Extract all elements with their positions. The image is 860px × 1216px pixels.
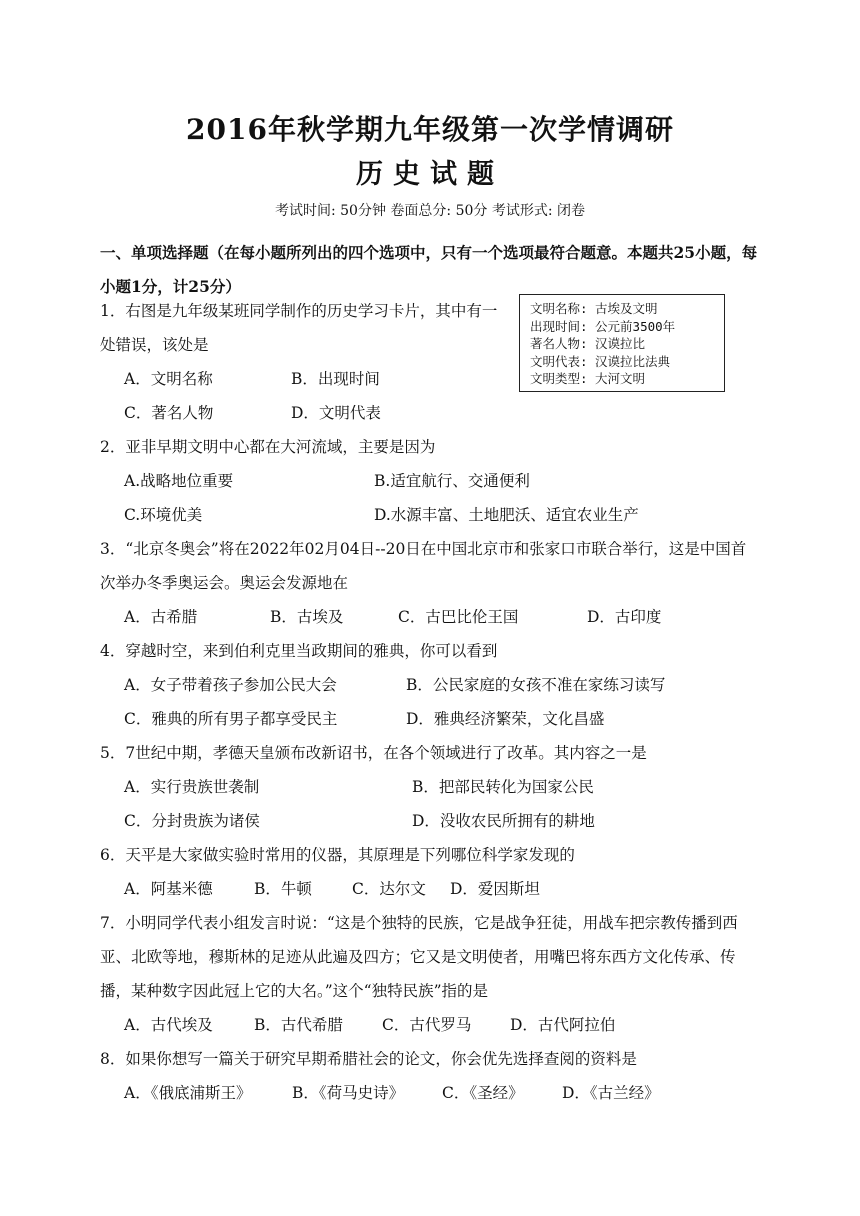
exam-subject: 历史试题	[356, 159, 504, 190]
section-heading: 一、单项选择题（在每小题所列出的四个选项中，只有一个选项最符合题意。本题共25小题，每小题1分，计25分）	[100, 243, 758, 296]
option-c: C．《圣经》	[442, 1084, 524, 1102]
option-c: C．达尔文	[352, 880, 426, 898]
option-c: C．古代罗马	[382, 1016, 472, 1034]
question-6-options	[124, 872, 764, 906]
exam-info: 考试时间: 50分钟 卷面总分: 50分 考试形式: 闭卷	[274, 203, 586, 219]
option-b: B．公民家庭的女孩不准在家练习读写	[406, 676, 666, 694]
question-5-options-row-2	[124, 804, 764, 838]
question-2-stem: 2．亚非早期文明中心都在大河流域，主要是因为	[100, 438, 436, 456]
question-1-stem: 1．右图是九年级某班同学制作的历史学习卡片，其中有一处错误，该处是	[100, 302, 498, 354]
question-1-options-row-1	[124, 362, 764, 396]
option-b: B．古代希腊	[254, 1016, 343, 1034]
card-line-type: 文明类型: 大河文明	[530, 371, 646, 386]
option-c: C．分封贵族为诸侯	[124, 812, 260, 830]
option-b: B．牛顿	[254, 880, 312, 898]
option-a: A．古代埃及	[124, 1016, 213, 1034]
option-a: A．阿基米德	[124, 880, 213, 898]
question-8-options	[124, 1076, 764, 1110]
option-a: A.战略地位重要	[124, 472, 234, 490]
option-d: D．文明代表	[291, 404, 381, 422]
option-d: D．没收农民所拥有的耕地	[412, 812, 595, 830]
exam-title: 2016年秋学期九年级第一次学情调研	[186, 113, 674, 146]
question-2-options-row-1	[124, 464, 764, 498]
question-7-stem: 7．小明同学代表小组发言时说：“这是个独特的民族，它是战争狂徒，用战车把宗教传播到西亚、北欧等地，穆斯林的足迹从此遍及四方；它又是文明使者，用嘴巴将东西方文化传承、传播，某种数字因此冠上它的大名。”这个“独特民族”指的是	[100, 914, 738, 1000]
option-a: A．女子带着孩子参加公民大会	[124, 676, 337, 694]
option-b: B.适宜航行、交通便利	[374, 472, 530, 490]
option-d: D．古印度	[587, 608, 662, 626]
option-d: D．爱因斯坦	[450, 880, 540, 898]
card-line-time: 出现时间: 公元前3500年	[530, 318, 676, 334]
card-line-representative: 文明代表: 汉谟拉比法典	[530, 353, 671, 369]
option-c: C．雅典的所有男子都享受民主	[124, 710, 338, 728]
option-a: A．《俄底浦斯王》	[124, 1084, 252, 1102]
question-2-options-row-2	[124, 498, 764, 532]
question-4-stem: 4．穿越时空，来到伯利克里当政期间的雅典，你可以看到	[100, 642, 498, 660]
option-a: A．文明名称	[124, 370, 213, 388]
question-7-options	[124, 1008, 764, 1042]
option-d: D．《古兰经》	[562, 1084, 660, 1102]
question-3-stem: 3．“北京冬奥会”将在2022年02月04日--20日在中国北京市和张家口市联合举行，这是中国首次举办冬季奥运会。奥运会发源地在	[100, 540, 747, 592]
option-c: C．著名人物	[124, 404, 214, 422]
question-1-options-row-2	[124, 396, 764, 430]
option-c: C.环境优美	[124, 506, 203, 524]
card-line-person: 著名人物: 汉谟拉比	[530, 336, 646, 351]
option-a: A．古希腊	[124, 608, 198, 626]
question-8-stem: 8．如果你想写一篇关于研究早期希腊社会的论文，你会优先选择查阅的资料是	[100, 1050, 637, 1068]
option-b: B．古埃及	[270, 608, 344, 626]
question-6-stem: 6．天平是大家做实验时常用的仪器，其原理是下列哪位科学家发现的	[100, 846, 575, 864]
option-c: C．古巴比伦王国	[398, 608, 519, 626]
option-d: D.水源丰富、土地肥沃、适宜农业生产	[374, 506, 639, 524]
question-4-options-row-2	[124, 702, 764, 736]
question-5-options-row-1	[124, 770, 764, 804]
option-b: B．出现时间	[291, 370, 380, 388]
option-b: B．《荷马史诗》	[292, 1084, 405, 1102]
question-5-stem: 5．7世纪中期，孝德天皇颁布改新诏书，在各个领域进行了改革。其内容之一是	[100, 744, 647, 762]
question-4-options-row-1	[124, 668, 764, 702]
option-a: A．实行贵族世袭制	[124, 778, 260, 796]
option-d: D．古代阿拉伯	[510, 1016, 616, 1034]
card-line-name: 文明名称: 古埃及文明	[530, 301, 658, 316]
option-d: D．雅典经济繁荣，文化昌盛	[406, 710, 605, 728]
option-b: B．把部民转化为国家公民	[412, 778, 594, 796]
question-3-options	[124, 600, 764, 634]
